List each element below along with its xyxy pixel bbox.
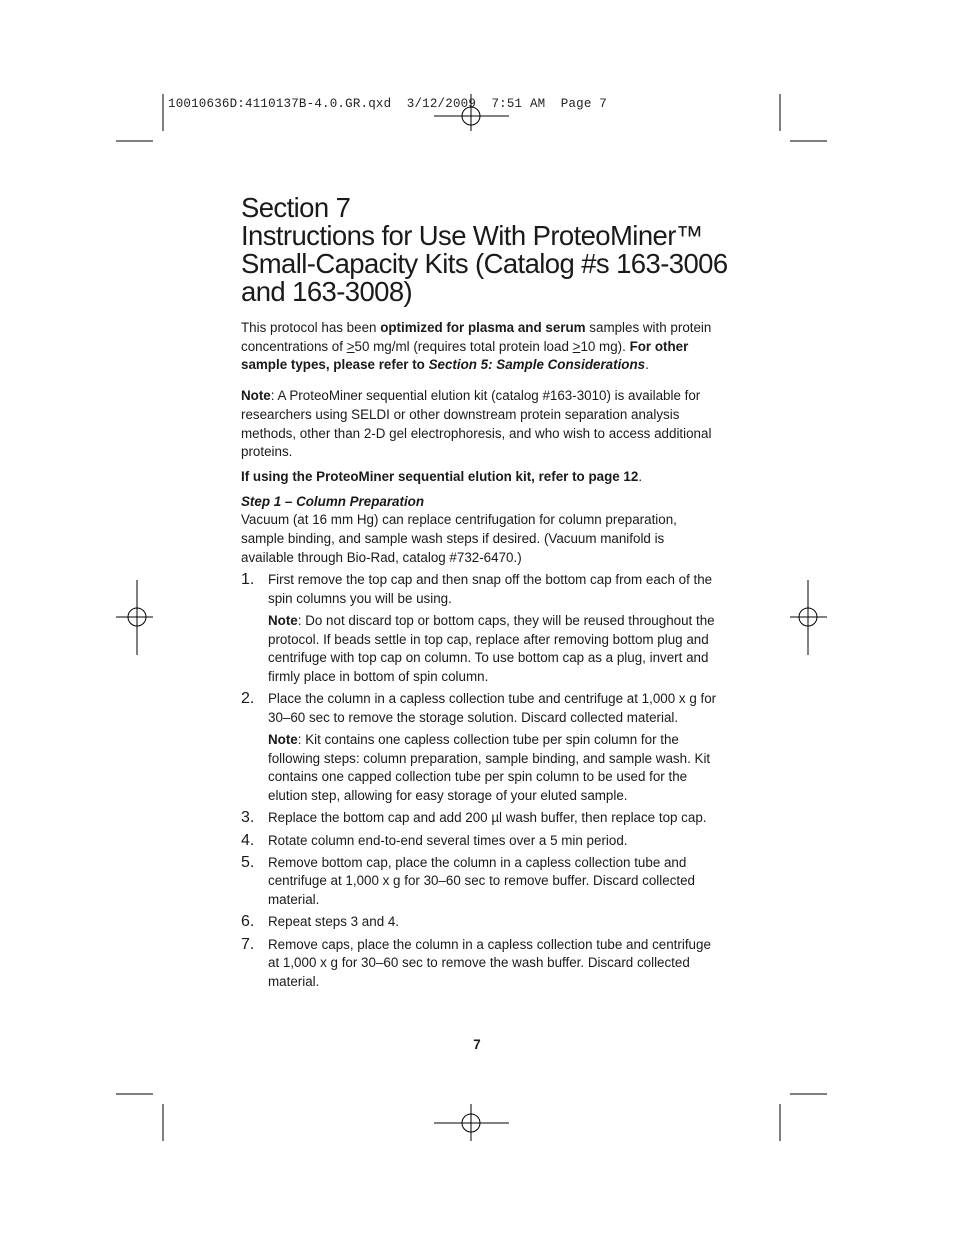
print-slug: 10010636D:4110137B-4.0.GR.qxd 3/12/2009 7:51 AM Page 7	[168, 97, 607, 111]
list-item-text: Repeat steps 3 and 4.	[268, 914, 400, 930]
list-item-text: Replace the bottom cap and add 200 µl wash buffer, then replace top cap.	[268, 810, 707, 826]
list-number: 1.	[241, 570, 255, 588]
list-number: 5.	[241, 853, 255, 871]
title-line: and 163-3008)	[241, 276, 413, 307]
list-number: 6.	[241, 913, 255, 931]
title-line: Instructions for Use With ProteoMiner™	[241, 220, 703, 251]
list-number: 2.	[241, 690, 255, 708]
list-item	[241, 854, 719, 910]
list-number: 4.	[241, 831, 255, 849]
registration-mark-bottom	[434, 1104, 509, 1141]
list-item-text: Remove caps, place the column in a capless collection tube and centrifuge at 1,000 x g for 30–60 sec to remove the wash buffer. Discard collected material.	[268, 936, 711, 989]
list-item	[241, 690, 719, 806]
list-item	[241, 571, 719, 687]
list-item	[241, 936, 719, 992]
list-item-text: Rotate column end-to-end several times over a 5 min period.	[268, 832, 628, 848]
registration-mark-left	[116, 580, 153, 655]
section-title	[241, 192, 728, 307]
list-number: 7.	[241, 935, 255, 953]
section-reference: Section 5: Sample Considerations	[428, 357, 646, 373]
sequential-kit-reference: If using the ProteoMiner sequential elution kit, refer to page 12.	[241, 468, 643, 484]
registration-mark-right	[790, 580, 827, 655]
intro-paragraph: This protocol has been optimized for plasma and serum samples with protein concentrations of >50 mg/ml (requires total protein load >10 mg). For other sample types, please refer to Section 5: Sample Considerations.	[241, 320, 712, 373]
page-content	[241, 192, 728, 995]
list-item	[241, 809, 719, 828]
step-heading: Step 1 – Column Preparation	[241, 493, 425, 509]
list-item-text: Place the column in a capless collection tube and centrifuge at 1,000 x g for 30–60 sec to remove the storage solution. Discard collected material.	[268, 691, 717, 725]
note-label: Note	[241, 388, 271, 404]
list-item	[241, 913, 719, 932]
list-item-note: Note: Kit contains one capless collection tube per spin column for the following steps: column preparation, sample binding, and sample wash. Kit contains one capped collection tube per spin column to be used for the elution step, allowing for easy storage of your eluted sample.	[268, 732, 711, 804]
note-paragraph: Note: A ProteoMiner sequential elution kit (catalog #163-3010) is available for researchers using SELDI or other downstream protein separation analysis methods, other than 2-D gel electrophoresis, and who wish to access additional proteins.	[241, 388, 712, 460]
list-number: 3.	[241, 809, 255, 827]
list-item-note: Note: Do not discard top or bottom caps, they will be reused throughout the protocol. If beads settle in top cap, replace after removing bottom plug and centrifuge with top cap on column. To use bottom cap as a plug, invert and firmly place in bottom of spin column.	[268, 612, 715, 684]
title-line: Small-Capacity Kits (Catalog #s 163-3006	[241, 248, 728, 279]
step-intro: Vacuum (at 16 mm Hg) can replace centrifugation for column preparation, sample binding, and sample wash steps if desired. (Vacuum manifold is available through Bio-Rad, catalog #732-6470.)	[241, 512, 677, 565]
page-number: 7	[473, 1037, 481, 1052]
list-item	[241, 832, 719, 851]
step-list	[241, 571, 719, 992]
title-line: Section 7	[241, 192, 351, 223]
list-item-text: Remove bottom cap, place the column in a capless collection tube and centrifuge at 1,000 x g for 30–60 sec to remove buffer. Discard collected material.	[268, 854, 696, 908]
list-item-text: First remove the top cap and then snap off the bottom cap from each of the spin columns you will be using.	[268, 571, 713, 606]
